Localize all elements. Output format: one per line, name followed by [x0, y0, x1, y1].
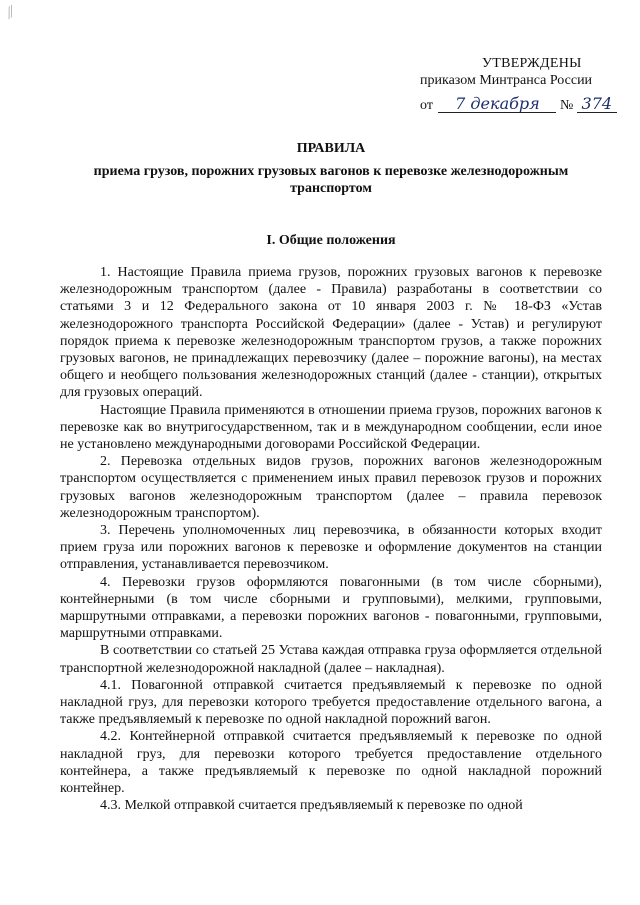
approval-date-line [420, 95, 620, 115]
handwritten-date: 7 декабря [438, 95, 556, 113]
paragraph-4-cont: В соответствии со статьей 25 Устава каждая отправка груза оформляется отдельной транспортной железнодорожной накладной (далее – накладная). [60, 643, 602, 676]
paragraph-4-2: 4.2. Контейнерной отправкой считается предъявляемый к перевозке по одной накладной груз, для перевозки которого требуется предоставление отдельного контейнера, а также предъявляемый к перевозке по одной накладной порожний контейнер. [60, 729, 602, 797]
document-subtitle: приема грузов, порожних грузовых вагонов к перевозке железнодорожным транспортом [93, 164, 569, 196]
approval-stamp-block [420, 55, 620, 115]
paragraph-3: 3. Перечень уполномоченных лиц перевозчика, в обязанности которых входит прием груза или порожних вагонов к перевозке и оформление документов на станции отправления, устанавливается перевозчиком. [60, 523, 602, 573]
paragraph-1: 1. Настоящие Правила приема грузов, порожних грузовых вагонов к перевозке железнодорожным транспортом (далее - Правила) разработаны в соответствии со статьями 3 и 12 Федерального закона от 10 января 2003 г. № 18-ФЗ «Устав железнодорожного транспорта Российской Федерации» (далее - Устав) и регулируют порядок приема к перевозке железнодорожным транспортом грузов, а также порожних грузовых вагонов, не принадлежащих перевозчику (далее – порожние вагоны), на местах общего и необщего пользования железнодорожных станций (далее - станции), открытых для грузовых операций. [60, 265, 602, 401]
paragraph-2: 2. Перевозка отдельных видов грузов, порожних вагонов железнодорожным транспортом осуществляется с применением иных правил перевозок грузов и порожних грузовых вагонов железнодорожным транспортом (далее – правила перевозок железнодорожным транспортом). [60, 454, 602, 521]
approval-order: приказом Минтранса России [420, 73, 593, 88]
document-body [60, 264, 602, 815]
paragraph-4-1: 4.1. Повагонной отправкой считается предъявляемый к перевозке по одной накладной груз, для перевозки которого требуется предоставление отдельного вагона, а также предъявляемый к перевозке по одной накладной порожний вагон. [60, 677, 602, 728]
document-title: ПРАВИЛА [296, 141, 366, 156]
paragraph-4: 4. Перевозки грузов оформляются повагонными (в том числе сборными), контейнерными (в том числе сборными и групповыми), мелкими, групповыми, маршрутными отправками, а перевозки порожних вагонов - повагонными, групповыми, маршрутными отправками. [60, 574, 602, 642]
paragraph-4-3: 4.3. Мелкой отправкой считается предъявляемый к перевозке по одной [100, 798, 523, 814]
paragraph-1-cont: Настоящие Правила применяются в отношении приема грузов, порожних вагонов к перевозке как во внутригосударственном, так и в международном сообщении, если иное не установлено международными договорами Российской Федерации. [60, 402, 602, 453]
corner-pencil-mark: ⁄⁄ [3, 4, 18, 22]
number-prefix: № [559, 98, 574, 113]
section-heading: I. Общие положения [266, 233, 396, 248]
approval-title: УТВЕРЖДЕНЫ [482, 56, 582, 71]
handwritten-number: 374 [577, 95, 617, 113]
date-prefix: от [420, 98, 433, 113]
